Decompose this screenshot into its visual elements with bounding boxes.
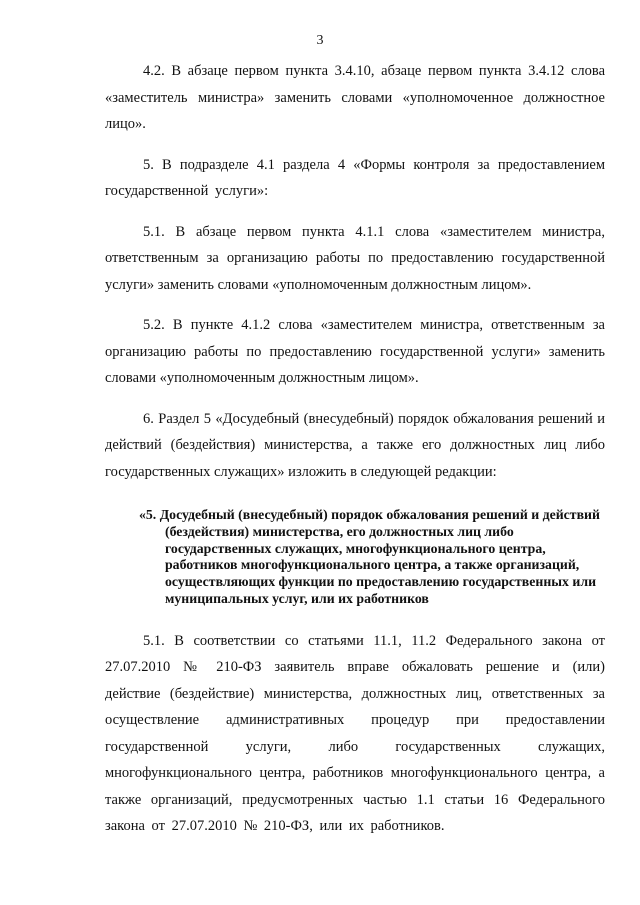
section-5-heading: «5. Досудебный (внесудебный) порядок обжалования решений и действий (бездействия) министерства, его должностных лиц либо государственных служащих, многофункционального центра, работников многофункционального центра, а также организаций, осуществляющих функции по предоставлению государственных или муниципальных услуг, или их работников: [139, 507, 600, 606]
page-number: 3: [316, 33, 324, 48]
paragraph-6: 6. Раздел 5 «Досудебный (внесудебный) порядок обжалования решений и действий (бездействия) министерства, а также его должностных лиц либо государственных служащих» изложить в следующей редакции:: [105, 410, 605, 480]
paragraph-5: 5. В подразделе 4.1 раздела 4 «Формы контроля за предоставлением государственной услуги»:: [105, 156, 605, 199]
paragraph-section-5-1: 5.1. В соответствии со статьями 11.1, 11.2 Федерального закона от 27.07.2010 № 210-ФЗ заявитель вправе обжаловать решение и (или) действие (бездействие) министерства, должностных лиц, ответственных за осуществление административных процедур при предоставлении государственной услуги, либо государственных служащих, многофункционального центра, работников многофункционального центра, а также организаций, предусмотренных частью 1.1 статьи 16 Федерального закона от 27.07.2010 № 210-ФЗ, или их работников.: [105, 632, 605, 835]
paragraph-5-2: 5.2. В пункте 4.1.2 слова «заместителем министра, ответственным за организацию работы по предоставлению государственной услуги» заменить словами «уполномоченным должностным лицом».: [105, 317, 605, 386]
document-body: [105, 58, 605, 854]
paragraph-4-2: 4.2. В абзаце первом пункта 3.4.10, абзаце первом пункта 3.4.12 слова «заместитель министра» заменить словами «уполномоченное должностное лицо».: [105, 63, 605, 132]
paragraph-5-1: 5.1. В абзаце первом пункта 4.1.1 слова «заместителем министра, ответственным за организацию работы по предоставлению государственной услуги» заменить словами «уполномоченным должностным лицом».: [105, 223, 605, 293]
